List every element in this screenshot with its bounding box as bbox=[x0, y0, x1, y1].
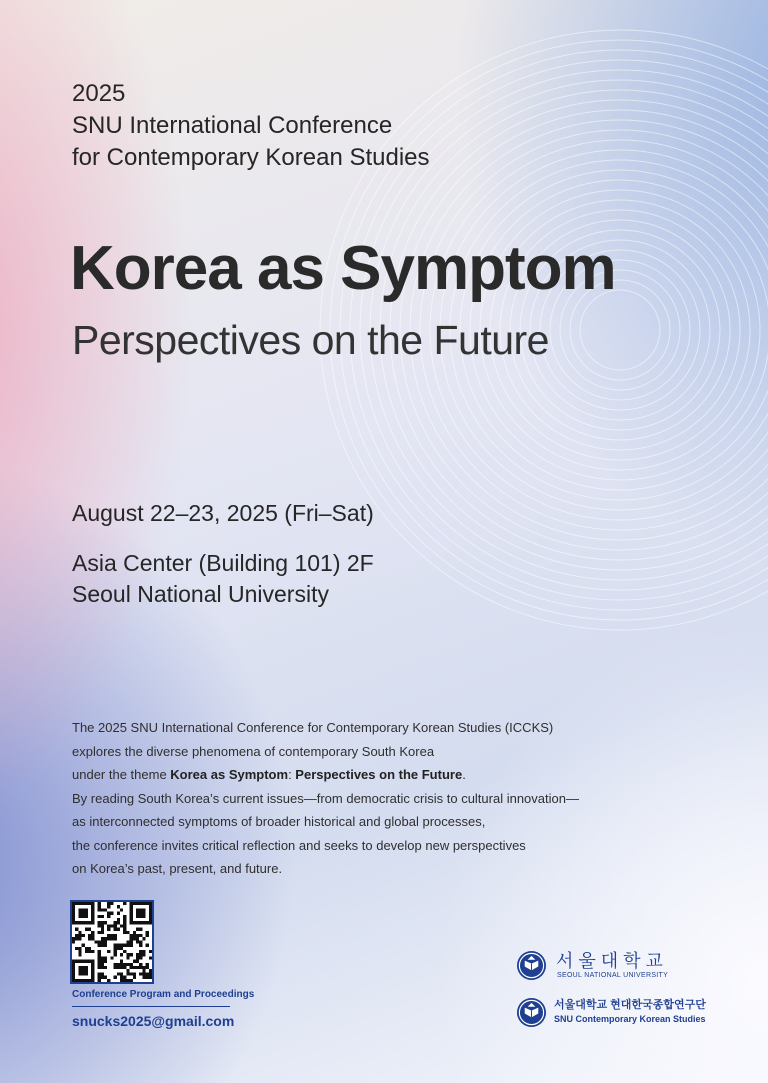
snu-logo-korean: 서울대학교 bbox=[556, 951, 668, 971]
description-text: : bbox=[288, 767, 296, 782]
description-line: the conference invites critical reflection and seeks to develop new perspectives bbox=[72, 837, 526, 853]
institute-logo-korean: 서울대학교 현대한국종합연구단 bbox=[554, 999, 706, 1011]
event-date: August 22–23, 2025 (Fri–Sat) bbox=[72, 500, 374, 526]
divider bbox=[72, 1006, 230, 1007]
description-line bbox=[72, 763, 672, 787]
snu-emblem-icon bbox=[516, 950, 547, 981]
description-line: on Korea’s past, present, and future. bbox=[72, 861, 283, 876]
event-venue bbox=[72, 548, 374, 610]
description-text: . bbox=[462, 767, 466, 782]
venue-line2: Seoul National University bbox=[72, 581, 329, 607]
description-line: By reading South Korea’s current issues—from democratic crisis to cultural innovation— bbox=[72, 790, 579, 806]
conference-name-line1: SNU International Conference bbox=[72, 112, 393, 139]
conference-series-heading bbox=[72, 78, 430, 174]
description-line: The 2025 SNU International Conference for Contemporary Korean Studies (ICCKS) bbox=[72, 720, 554, 735]
description-line: as interconnected symptoms of broader historical and global processes, bbox=[72, 814, 486, 829]
qr-code-icon[interactable] bbox=[70, 900, 154, 984]
snu-emblem-icon bbox=[516, 997, 547, 1028]
snu-logo-english: SEOUL NATIONAL UNIVERSITY bbox=[557, 972, 669, 979]
description-text: under the theme bbox=[72, 767, 171, 782]
main-title: Korea as Symptom bbox=[70, 234, 616, 303]
contact-email[interactable]: snucks2025@gmail.com bbox=[72, 1013, 235, 1029]
venue-line1: Asia Center (Building 101) 2F bbox=[72, 550, 374, 576]
institute-logo-english: SNU Contemporary Korean Studies bbox=[554, 1014, 706, 1024]
subtitle: Perspectives on the Future bbox=[72, 317, 549, 363]
theme-title-bold: Korea as Symptom bbox=[170, 767, 289, 782]
description-line: explores the diverse phenomena of contemporary South Korea bbox=[72, 743, 435, 759]
qr-caption: Conference Program and Proceedings bbox=[72, 989, 255, 1000]
theme-subtitle-bold: Perspectives on the Future bbox=[295, 767, 463, 782]
conference-name-line2: for Contemporary Korean Studies bbox=[72, 144, 430, 171]
conference-description bbox=[72, 716, 672, 881]
conference-year: 2025 bbox=[72, 80, 126, 107]
